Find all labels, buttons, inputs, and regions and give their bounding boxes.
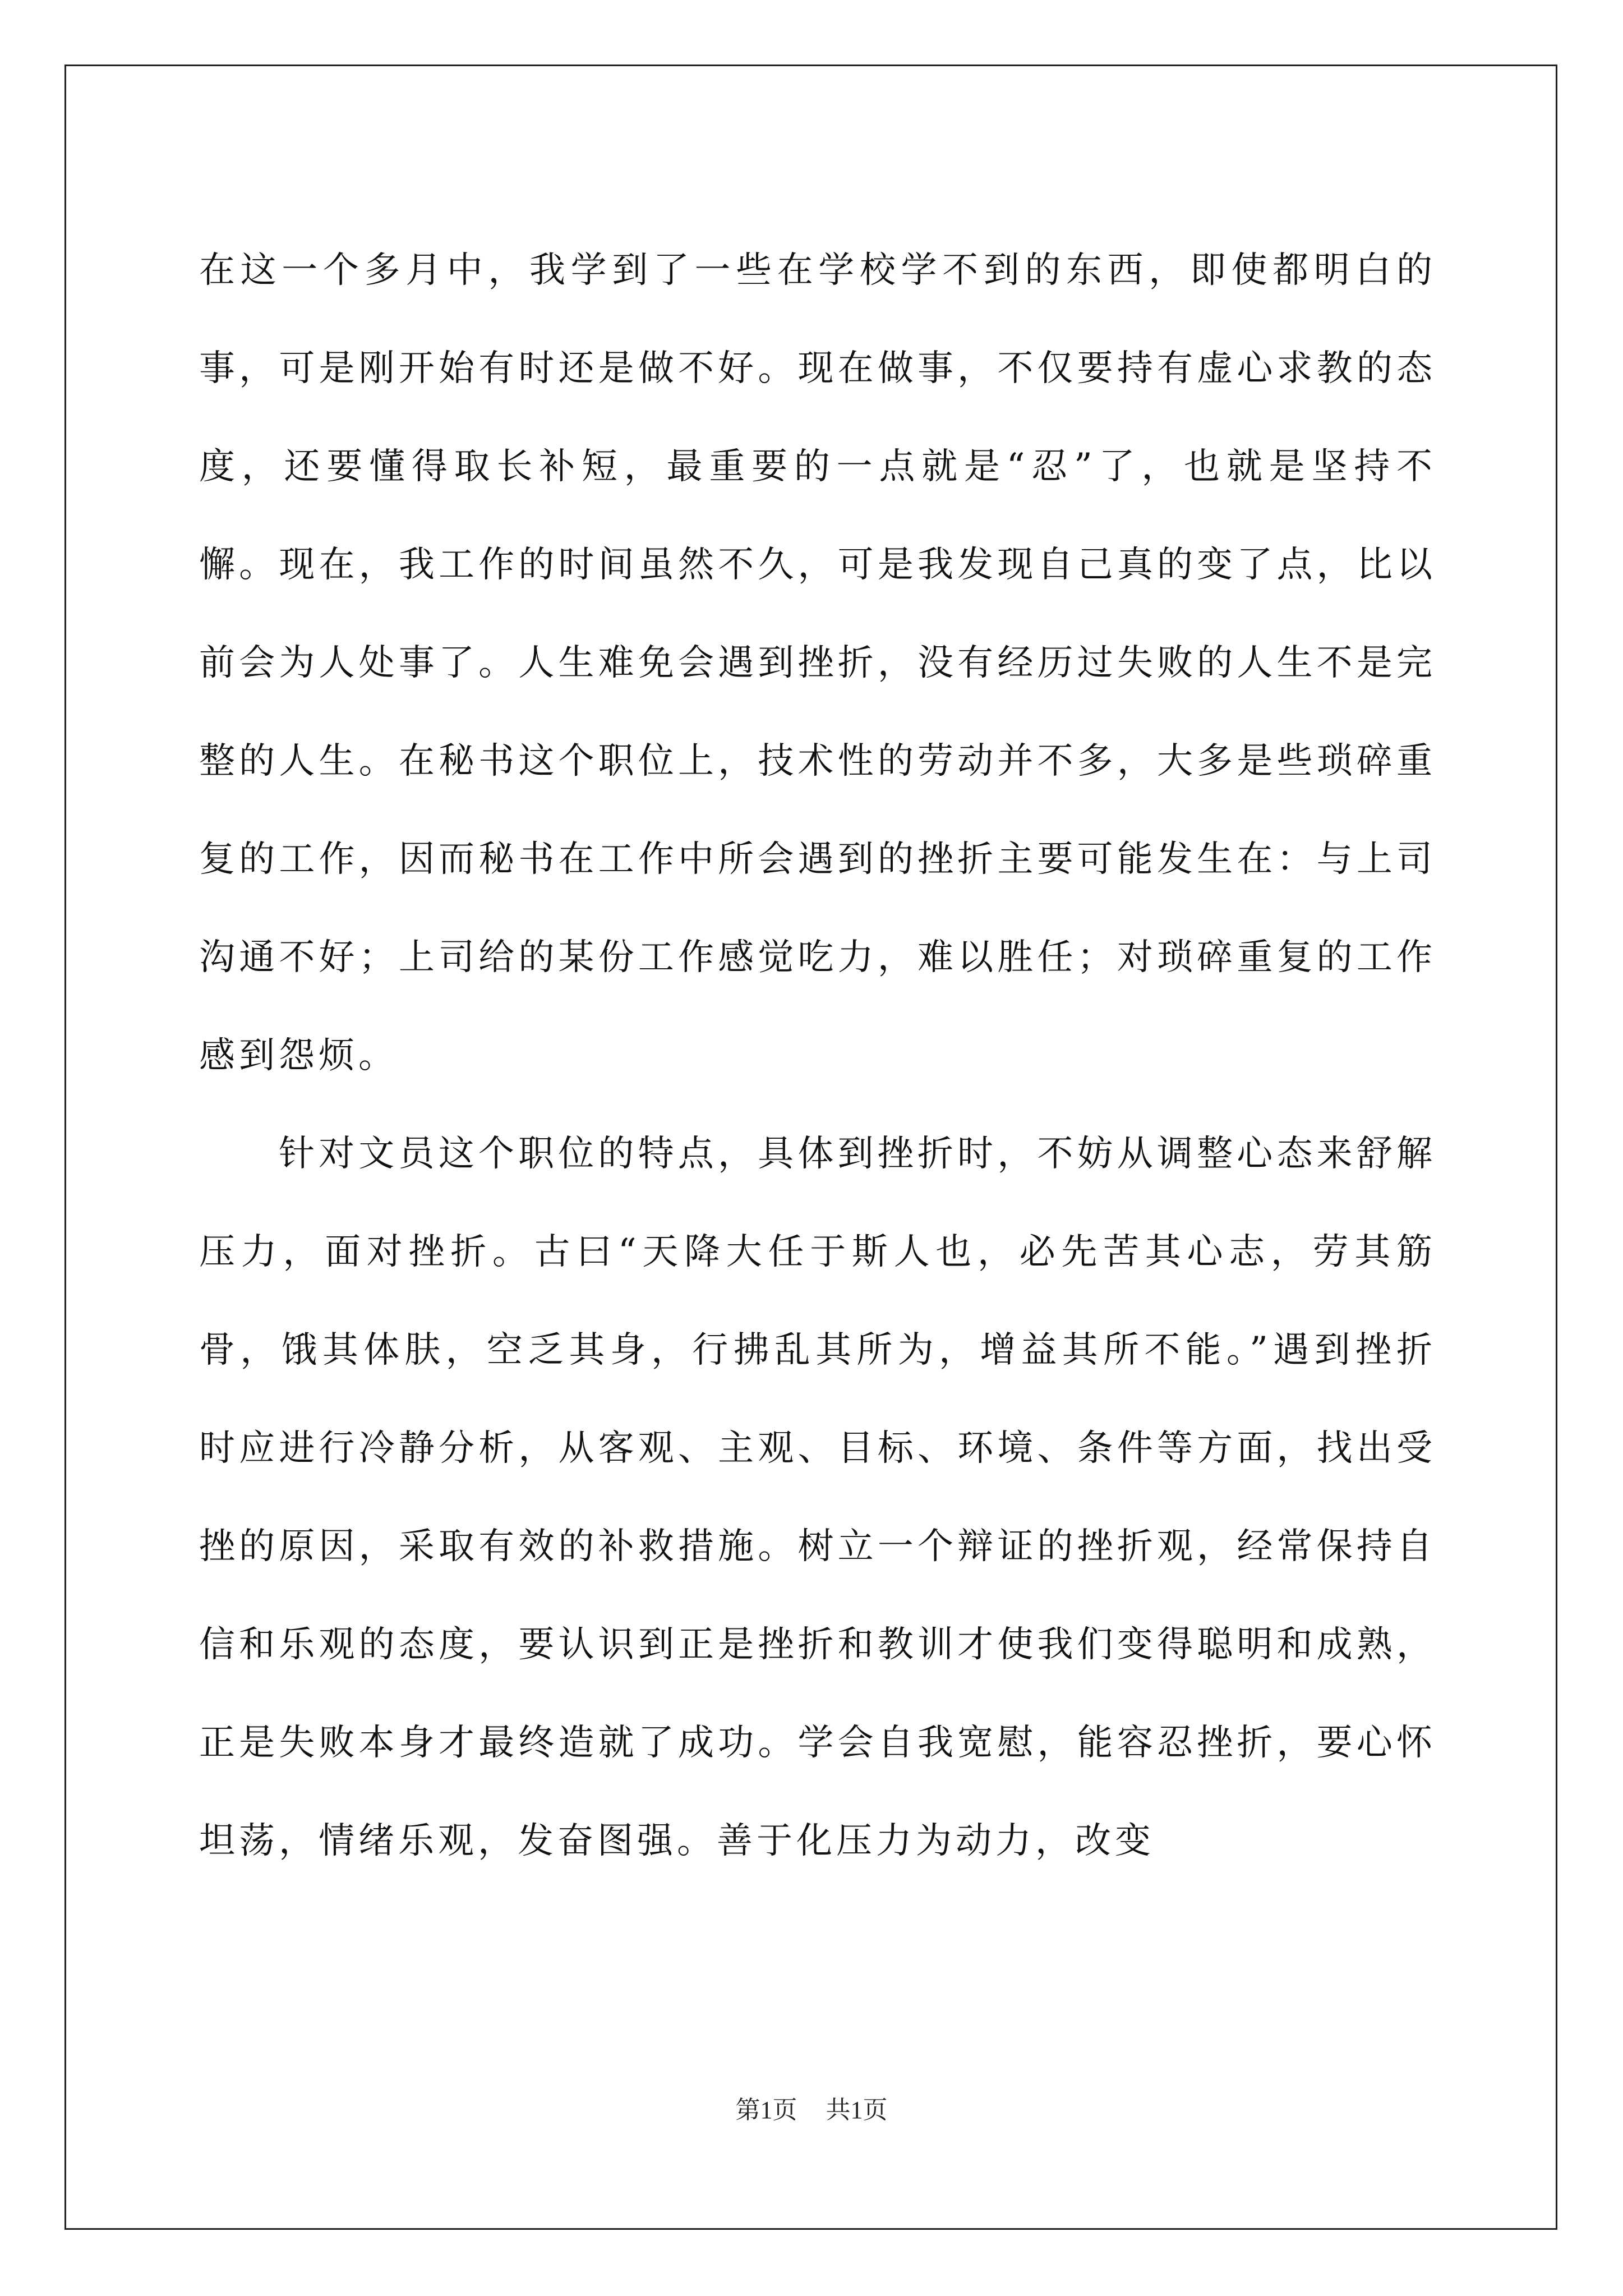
page-footer: [0, 2090, 1623, 2125]
document-body: [199, 222, 1436, 1890]
paragraph-2: 针对文员这个职位的特点，具体到挫折时，不妨从调整心态来舒解压力，面对挫折。古曰“天降大任于斯人也，必先苦其心志，劳其筋骨，饿其体肤，空乏其身，行拂乱其所为，增益其所不能。”遇到挫折时应进行冷静分析，从客观、主观、目标、环境、条件等方面，找出受挫的原因，采取有效的补救措施。树立一个辩证的挫折观，经常保持自信和乐观的态度，要认识到正是挫折和教训才使我们变得聪明和成熟，正是失败本身才最终造就了成功。学会自我宽慰，能容忍挫折，要心怀坦荡，情绪乐观，发奋图强。善于化压力为动力，改变: [199, 1133, 1436, 1862]
page-number: 第1页: [735, 2096, 797, 2124]
page-total: 共1页: [826, 2096, 888, 2124]
paragraph-1: 在这一个多月中，我学到了一些在学校学不到的东西，即使都明白的事，可是刚开始有时还是做不好。现在做事，不仅要持有虚心求教的态度，还要懂得取长补短，最重要的一点就是“忍”了，也就是坚持不懈。现在，我工作的时间虽然不久，可是我发现自己真的变了点，比以前会为人处事了。人生难免会遇到挫折，没有经历过失败的人生不是完整的人生。在秘书这个职位上，技术性的劳动并不多，大多是些琐碎重复的工作，因而秘书在工作中所会遇到的挫折主要可能发生在：与上司沟通不好；上司给的某份工作感觉吃力，难以胜任；对琐碎重复的工作感到怨烦。: [199, 250, 1436, 1076]
